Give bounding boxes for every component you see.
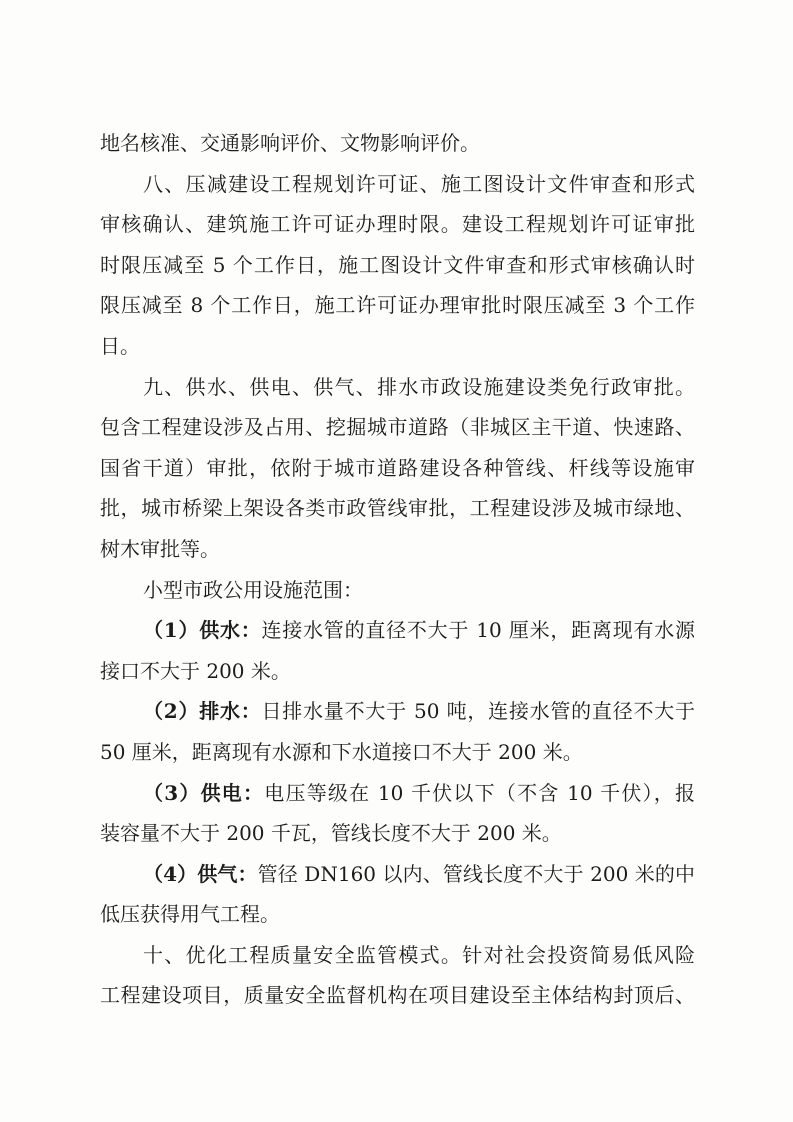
section-9-line: 批，城市桥梁上架设各类市政管线审批，工程建设涉及城市绿地、 [100,496,695,521]
scope-item-label: （3）供电： [143,780,265,805]
scope-item-text: 接口不大于 200 米。 [100,658,291,683]
document-body [100,123,695,1016]
scope-item-text: 电压等级在 10 千伏以下（不含 10 千伏），报 [264,780,695,805]
scope-item [100,854,695,895]
section-8-line: 时限压减至 5 个工作日，施工图设计文件审查和形式审核确认时 [100,252,695,277]
scope-heading: 小型市政公用设施范围： [143,577,363,602]
scope-item-text: 管径 DN160 以内、管线长度不大于 200 米的中 [257,861,695,886]
section-10-line: 十、优化工程质量安全监管模式。针对社会投资简易低风险 [143,942,695,967]
section-8-line: 审核确认、建筑施工许可证办理时限。建设工程规划许可证审批 [100,212,695,237]
section-10-line: 工程建设项目，质量安全监督机构在项目建设至主体结构封顶后、 [100,983,695,1008]
intro-line: 地名核准、交通影响评价、文物影响评价。 [100,131,480,155]
scope-item [100,773,695,814]
section-8-line: 八、压减建设工程规划许可证、施工图设计文件审查和形式 [143,171,695,196]
section-9-line: 国省干道）审批，依附于城市道路建设各种管线、杆线等设施审 [100,455,695,480]
section-9-line: 九、供水、供电、供气、排水市政设施建设类免行政审批。 [143,374,695,399]
section-8-line: 限压减至 8 个工作日，施工许可证办理审批时限压减至 3 个工作 [100,293,695,318]
scope-item [100,610,695,651]
section-9-line: 树木审批等。 [100,536,220,561]
section-9-line: 包含工程建设涉及占用、挖掘城市道路（非城区主干道、快速路、 [100,415,695,440]
scope-item-text: 50 厘米，距离现有水源和下水道接口不大于 200 米。 [100,739,583,764]
scope-item-text: 装容量不大于 200 千瓦，管线长度不大于 200 米。 [100,821,562,846]
scope-item-label: （1）供水： [143,618,262,643]
scope-item-label: （4）供气： [143,861,258,886]
scope-item-text: 连接水管的直径不大于 10 厘米，距离现有水源 [261,618,695,643]
scope-item-text: 低压获得用气工程。 [100,902,280,927]
scope-item-text: 日排水量不大于 50 吨，连接水管的直径不大于 [261,699,695,724]
scope-item-label: （2）排水： [143,699,262,724]
scope-item [100,691,695,732]
section-8-line: 日。 [100,333,140,358]
